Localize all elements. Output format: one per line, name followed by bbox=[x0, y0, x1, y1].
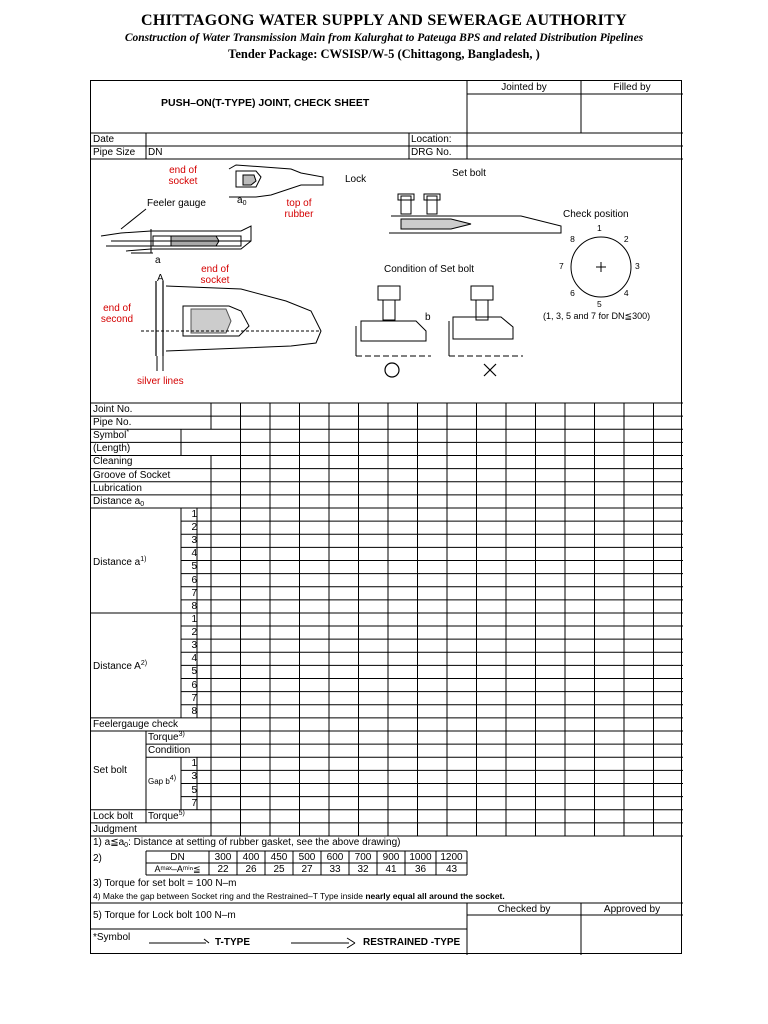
tender-label: Tender Package: bbox=[228, 47, 318, 61]
a0-label: $a_0$ bbox=[237, 195, 247, 207]
amax-value: 25 bbox=[273, 864, 285, 875]
distance-a-pos-6: 6 bbox=[191, 574, 197, 586]
check-position-label: Check position bbox=[563, 209, 629, 220]
row-label-lubrication: Lubrication bbox=[93, 482, 142, 494]
org-title: CHITTAGONG WATER SUPPLY AND SEWERAGE AUTHORITY bbox=[140, 12, 628, 29]
row-label-lock-bolt: Lock bolt bbox=[93, 810, 134, 822]
end-of-socket-label: end of socket bbox=[168, 165, 198, 187]
checked-by-label: Checked by bbox=[497, 904, 551, 915]
A-label: A bbox=[157, 273, 164, 284]
dn-value: 450 bbox=[270, 852, 288, 863]
row-label-distance_a0: Distance $a_0$ bbox=[93, 495, 145, 508]
project-subtitle: Construction of Water Transmission Main from Kalurghat to Pateuga BPS and related Distribution Pipelines bbox=[124, 32, 644, 44]
row-label-symbol: Symbol* bbox=[93, 429, 130, 442]
dn-value: 500 bbox=[298, 852, 316, 863]
tender-package bbox=[0, 47, 768, 62]
check-position-4: 4 bbox=[623, 287, 629, 298]
gap-b-pos-3: 3 bbox=[191, 771, 197, 783]
distance-a-pos-1: 1 bbox=[191, 508, 197, 520]
amax-value: 33 bbox=[329, 864, 341, 875]
distance-A-pos-8: 8 bbox=[191, 705, 197, 717]
row-label-condition: Condition bbox=[148, 745, 191, 757]
row-label-groove: Groove of Socket bbox=[93, 469, 171, 481]
dn-value: 900 bbox=[382, 852, 400, 863]
amax-value: 32 bbox=[357, 864, 369, 875]
note-5: 5) Torque for Lock bolt 100 N–m bbox=[93, 910, 236, 921]
distance-A-pos-2: 2 bbox=[191, 627, 197, 639]
amax-value: 43 bbox=[445, 864, 458, 875]
a-label: a bbox=[155, 255, 161, 266]
set-bolt-label: Set bolt bbox=[452, 168, 486, 179]
row-label-set-bolt: Set bolt bbox=[93, 765, 127, 777]
row-label-lock-torque: Torque$^{5)}$ bbox=[148, 809, 185, 822]
note-4: 4) Make the gap between Socket ring and the Restrained–T Type inside nearly equal all around the socket. bbox=[93, 891, 505, 901]
distance-a-pos-3: 3 bbox=[191, 535, 197, 547]
end-of-second-label: end of second bbox=[100, 303, 134, 325]
row-label-torque: Torque$^{3)}$ bbox=[148, 731, 185, 744]
row-label-distance-A: Distance $A^{2)}$ bbox=[93, 660, 148, 673]
filled-by-label: Filled by bbox=[613, 82, 651, 93]
dn-value: 600 bbox=[326, 852, 344, 863]
silver-lines-label: silver lines bbox=[137, 376, 184, 387]
jointed-by-label: Jointed by bbox=[501, 82, 547, 93]
lock-label: Lock bbox=[345, 174, 367, 185]
row-label-distance-a: Distance $a^{1)}$ bbox=[93, 555, 147, 568]
check-sheet bbox=[90, 80, 682, 954]
end-of-socket-2-label: end of socket bbox=[200, 264, 230, 286]
dn-value: 300 bbox=[214, 852, 232, 863]
dn-header: DN bbox=[170, 852, 185, 863]
note-3: 3) Torque for set bolt = 100 N–m bbox=[93, 878, 237, 889]
dn-value: 1200 bbox=[440, 852, 463, 863]
distance-a-pos-7: 7 bbox=[191, 587, 197, 599]
row-label-joint_no: Joint No. bbox=[93, 404, 133, 415]
distance-A-pos-5: 5 bbox=[191, 666, 197, 678]
top-of-rubber-label: top of rubber bbox=[284, 198, 314, 220]
row-label-gap-b: Gap $b^{4)}$ bbox=[148, 774, 177, 786]
distance-a-pos-2: 2 bbox=[191, 522, 197, 534]
gap-b-pos-5: 5 bbox=[191, 784, 197, 796]
dn-label: DN bbox=[148, 147, 163, 158]
check-position-3: 3 bbox=[635, 261, 640, 271]
check-position-7: 7 bbox=[559, 261, 564, 271]
amax-value: 36 bbox=[414, 864, 427, 875]
check-position-1: 1 bbox=[597, 223, 602, 233]
row-label-judgment: Judgment bbox=[93, 823, 137, 835]
note-1: 1) $a≦a_0$: Distance at setting of rubber gasket, see the above drawing) bbox=[93, 837, 401, 849]
drg-no-label: DRG No. bbox=[411, 147, 452, 158]
check-position-2: 2 bbox=[623, 234, 629, 245]
amax-header: Aᵐᵃˣ–Aᵐⁱⁿ≦ bbox=[154, 864, 201, 874]
row-label-length: (Length) bbox=[93, 443, 131, 455]
amax-value: 22 bbox=[217, 864, 229, 875]
distance-A-pos-1: 1 bbox=[191, 613, 197, 625]
joint-diagram bbox=[91, 81, 683, 403]
distance-a-pos-4: 4 bbox=[191, 548, 197, 560]
distance-a-pos-8: 8 bbox=[191, 600, 197, 612]
dn-value: 700 bbox=[354, 852, 372, 863]
approved-by-label: Approved by bbox=[603, 904, 661, 915]
amax-value: 27 bbox=[301, 864, 313, 875]
sheet-title: PUSH–ON(T-TYPE) JOINT, CHECK SHEET bbox=[161, 97, 370, 109]
check-position-8: 8 bbox=[570, 234, 575, 245]
gap-b-pos-7: 7 bbox=[191, 797, 197, 809]
condition-of-set-bolt-label: Condition of Set bolt bbox=[384, 264, 475, 275]
row-label-feeler-check: Feelergauge check bbox=[93, 718, 179, 730]
date-label: Date bbox=[93, 134, 115, 145]
location-label: Location: bbox=[411, 134, 452, 145]
distance-A-pos-4: 4 bbox=[191, 653, 197, 665]
check-position-5: 5 bbox=[597, 299, 602, 309]
distance-A-pos-6: 6 bbox=[191, 679, 197, 691]
feeler-gauge-label: Feeler gauge bbox=[147, 198, 206, 209]
check-position-6: 6 bbox=[570, 287, 575, 298]
t-type-label: T-TYPE bbox=[215, 937, 251, 948]
position-note: (1, 3, 5 and 7 for DN≦300) bbox=[543, 311, 651, 321]
tender-value: CWSISP/W-5 (Chittagong, Bangladesh, ) bbox=[320, 47, 540, 61]
pipe-size-label: Pipe Size bbox=[93, 147, 136, 158]
dn-value: 1000 bbox=[409, 852, 432, 863]
row-label-cleaning: Cleaning bbox=[93, 456, 133, 468]
restrained-type-label: RESTRAINED -TYPE bbox=[363, 937, 461, 948]
gap-b-pos-1: 1 bbox=[191, 758, 197, 770]
distance-A-pos-7: 7 bbox=[191, 692, 197, 704]
distance-a-pos-5: 5 bbox=[191, 561, 197, 573]
distance-A-pos-3: 3 bbox=[191, 640, 197, 652]
note-2: 2) bbox=[93, 853, 102, 864]
amax-value: 41 bbox=[385, 864, 397, 875]
symbol-note-label: *Symbol bbox=[93, 932, 131, 943]
amax-value: 26 bbox=[245, 864, 257, 875]
dn-value: 400 bbox=[242, 852, 260, 863]
row-label-pipe_no: Pipe No. bbox=[93, 417, 132, 429]
b-label: b bbox=[425, 312, 431, 323]
